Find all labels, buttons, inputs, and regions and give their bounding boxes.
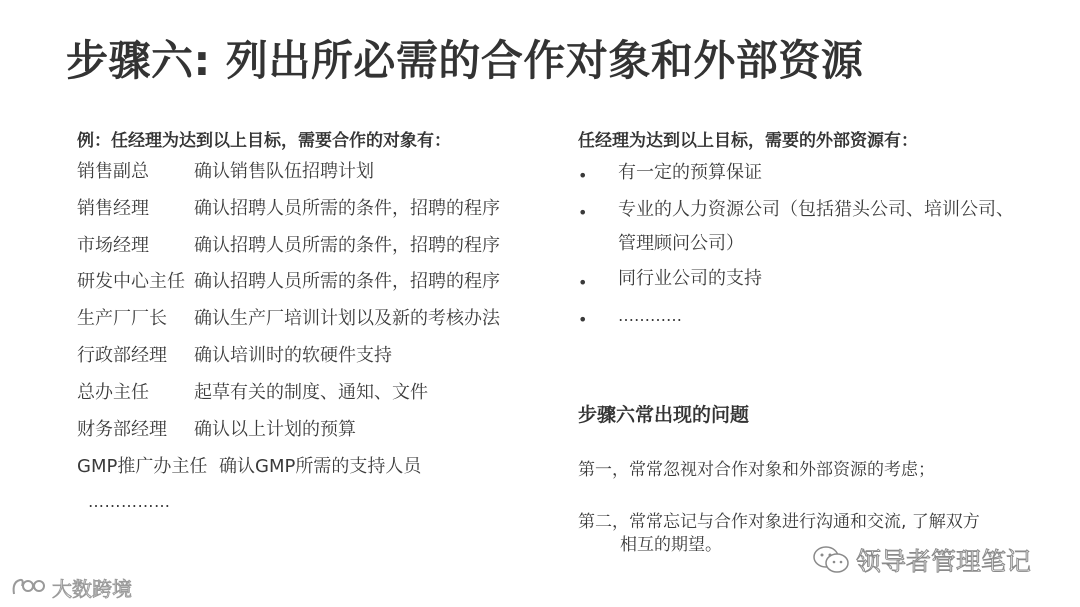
partners-ellipsis: ……………: [88, 492, 171, 511]
issues-heading: 步骤六常出现的问题: [578, 404, 750, 426]
resource-item: 有一定的预算保证: [618, 162, 762, 183]
partner-task: 确认招聘人员所需的条件，招聘的程序: [194, 198, 500, 219]
partner-task: 确认销售队伍招聘计划: [194, 161, 374, 182]
partner-task: 确认培训时的软硬件支持: [194, 345, 392, 366]
resource-item: …………: [618, 306, 682, 325]
partner-role: 财务部经理: [77, 419, 167, 440]
partner-role: 行政部经理: [77, 345, 167, 366]
partners-intro: 例：任经理为达到以上目标，需要合作的对象有：: [77, 131, 451, 151]
wechat-watermark: [812, 540, 1031, 580]
resource-item: 专业的人力资源公司（包括猎头公司、培训公司、管理顾问公司）: [618, 199, 1014, 254]
issue-item: 第二，常常忘记与合作对象进行沟通和交流, 了解双方: [578, 512, 980, 532]
partner-task: 起草有关的制度、通知、文件: [194, 382, 428, 403]
partner-role: 销售副总: [77, 161, 149, 182]
watermark-text: 大数跨境: [52, 576, 132, 601]
partner-task: 确认招聘人员所需的条件，招聘的程序: [194, 235, 500, 256]
brand-logo-icon: [10, 574, 48, 600]
bullet-icon: •: [578, 203, 588, 222]
partner-role: 总办主任: [77, 382, 149, 403]
brand-watermark: [10, 572, 132, 602]
bullet-icon: •: [578, 166, 588, 185]
issue-item-continuation: 相互的期望。: [620, 535, 722, 555]
wechat-icon: [812, 544, 850, 576]
partner-task: 确认生产厂培训计划以及新的考核办法: [194, 308, 500, 329]
resource-item: 同行业公司的支持: [618, 268, 762, 289]
page-title: 步骤六: 列出所必需的合作对象和外部资源: [66, 36, 864, 85]
partner-task: 确认GMP所需的支持人员: [219, 456, 422, 477]
bullet-icon: •: [578, 273, 588, 292]
issue-item: 第一，常常忽视对合作对象和外部资源的考虑；: [578, 460, 935, 480]
resources-intro: 任经理为达到以上目标，需要的外部资源有：: [578, 131, 918, 151]
watermark-text: 领导者管理笔记: [856, 547, 1032, 576]
partner-role: 研发中心主任: [77, 271, 185, 292]
partner-task: 确认以上计划的预算: [194, 419, 356, 440]
partner-role: GMP推广办主任: [77, 456, 208, 477]
partner-task: 确认招聘人员所需的条件，招聘的程序: [194, 271, 500, 292]
partner-role: 销售经理: [77, 198, 149, 219]
bullet-icon: •: [578, 310, 588, 329]
partner-role: 市场经理: [77, 235, 149, 256]
partner-role: 生产厂厂长: [77, 308, 167, 329]
